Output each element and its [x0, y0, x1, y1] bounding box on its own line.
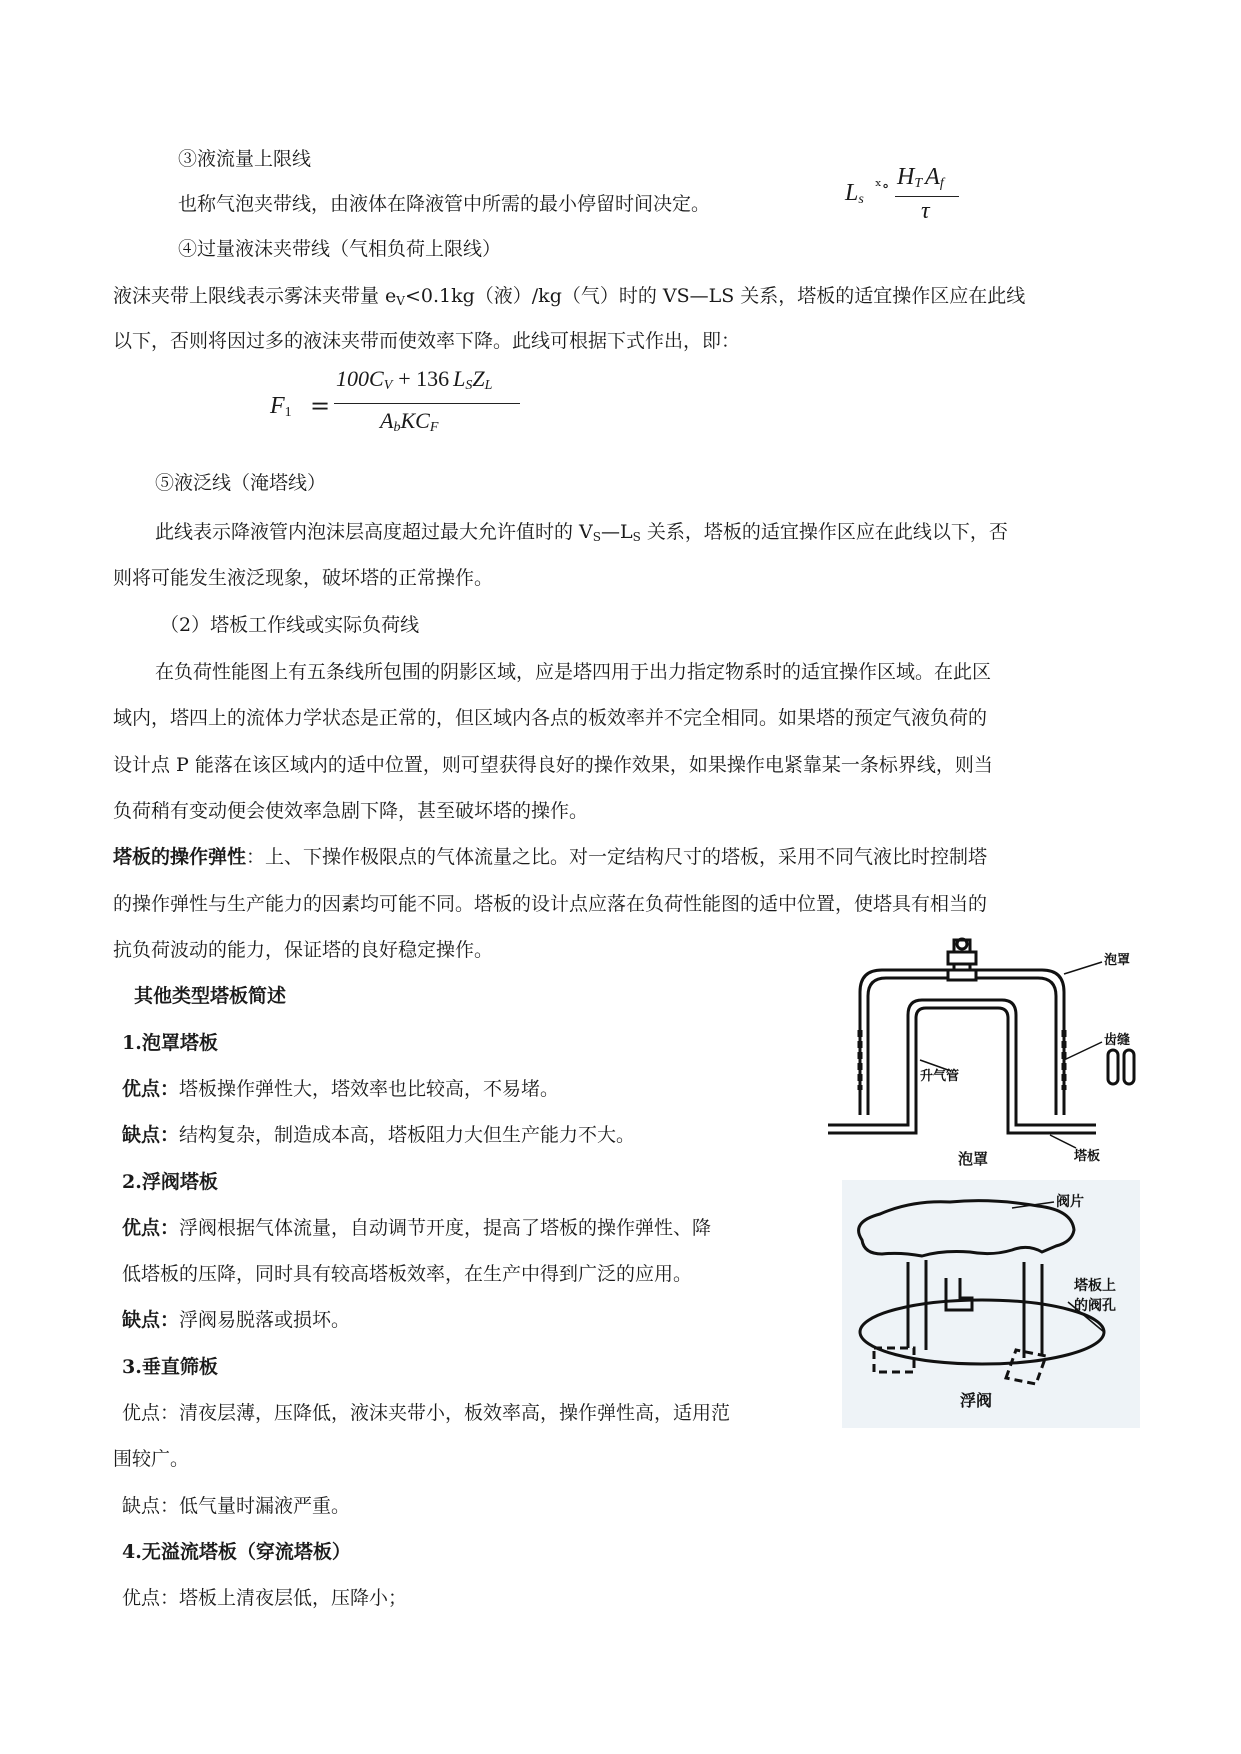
- formula-num-1-sub: V: [383, 378, 393, 393]
- valve-pro2: 低塔板的压降，同时具有较高塔板效率，在生产中得到广泛的应用。: [122, 1263, 693, 1285]
- float-valve-figure: [842, 1180, 1140, 1428]
- formula-num-2-sub: S: [465, 378, 473, 393]
- section-load-title: （2）塔板工作线或实际负荷线: [160, 614, 420, 636]
- float-valve-caption: 浮阀: [960, 1391, 993, 1410]
- other-types-title: 其他类型塔板简述: [134, 985, 287, 1007]
- elasticity-line1-text: ：上、下操作极限点的气体流量之比。对一定结构尺寸的塔板，采用不同气液比时控制塔: [246, 846, 988, 868]
- bubble-pro: [122, 1076, 559, 1102]
- section4-line1: [113, 283, 1025, 309]
- noweir-heading: 4.无溢流塔板（穿流塔板）: [122, 1541, 351, 1563]
- valve-pro1-text: 浮阀根据气体流量，自动调节开度，提高了塔板的操作弹性、降: [179, 1217, 712, 1239]
- float-valve-label-hole-2: 的阀孔: [1074, 1298, 1116, 1314]
- formula-f1-var: F: [270, 393, 285, 419]
- section5-line1-b: —L: [601, 521, 633, 543]
- section5-title: ⑤液泛线（淹塔线）: [155, 472, 327, 494]
- float-valve-label-disc: 阀片: [1056, 1194, 1084, 1210]
- bubble-cap-label-slot: 齿缝: [1104, 1033, 1131, 1048]
- vertical-pro2: 围较广。: [113, 1448, 190, 1470]
- formula-af-var: A: [925, 164, 940, 190]
- formula-frac-line: [895, 196, 959, 197]
- bubble-cap-label-riser: 升气管: [920, 1069, 960, 1084]
- formula-ls-var: L: [845, 180, 859, 206]
- float-valve-drawing: [842, 1180, 1140, 1428]
- section5-line1-sub1: S: [592, 530, 601, 544]
- bubble-cap-caption: 泡罩: [958, 1150, 989, 1168]
- formula-den-1-sub: b: [393, 420, 401, 435]
- bubble-cap-drawing: [820, 930, 1160, 1170]
- section-load-line: 设计点 P 能落在该区域内的适中位置，则可望获得良好的操作效果，如果操作电紧靠某一条标界线，则当: [113, 754, 993, 776]
- section5-line1: [155, 519, 1008, 545]
- formula-den-1: A: [380, 408, 394, 433]
- noweir-pro: 优点：塔板上清夜层低，压降小；: [122, 1587, 408, 1609]
- elasticity-line1: [113, 844, 987, 870]
- vertical-con: 缺点：低气量时漏液严重。: [122, 1495, 351, 1517]
- bubble-con-label: 缺点：: [122, 1124, 180, 1146]
- formula-ht-sub: T: [914, 176, 923, 191]
- bubble-pro-label: 优点：: [122, 1078, 180, 1100]
- section-load-line: 在负荷性能图上有五条线所包围的阴影区域，应是塔四用于出力指定物系时的适宜操作区域。在此区: [155, 661, 992, 683]
- formula-num-1: 100C: [336, 366, 384, 391]
- section5-line1-c: 关系，塔板的适宜操作区应在此线以下，否: [640, 521, 1008, 543]
- formula-ls-sub: s: [858, 192, 864, 207]
- section4-line1-b: <0.1kg（液）/kg（气）时的 VS—LS 关系，塔板的适宜操作区应在此线: [404, 285, 1026, 307]
- formula-num-3-sub: L: [484, 378, 493, 393]
- section3-title: ③液流量上限线: [178, 148, 312, 170]
- formula-den-2-sub: F: [429, 420, 439, 435]
- formula-num-3: Z: [472, 366, 485, 391]
- valve-con-text: 浮阀易脱落或损坏。: [179, 1309, 351, 1331]
- section5-line2: 则将可能发生液泛现象，破坏塔的正常操作。: [113, 567, 494, 589]
- formula-equals: =: [310, 392, 331, 420]
- bubble-cap-label-cap: 泡罩: [1104, 953, 1131, 968]
- formula-entrainment: [268, 366, 528, 450]
- formula-ht-var: H: [897, 164, 915, 190]
- elasticity-line2: 的操作弹性与生产能力的因素均可能不同。塔板的设计点应落在负荷性能图的适中位置，使塔具有相当的: [113, 893, 988, 915]
- formula-af-sub: f: [939, 176, 944, 191]
- bubble-cap-label-plate: 塔板: [1074, 1149, 1101, 1164]
- section-load-line: 域内，塔四上的流体力学状态是正常的，但区域内各点的板效率并不完全相同。如果塔的预定气液负荷的: [113, 707, 988, 729]
- vertical-heading: 3.垂直筛板: [122, 1356, 218, 1378]
- formula-frac-line: [334, 403, 520, 404]
- section4-line1-sub: V: [396, 294, 405, 308]
- valve-con: [122, 1307, 350, 1333]
- bubble-cap-figure: [820, 930, 1160, 1170]
- section3-line: 也称气泡夹带线，由液体在降液管中所需的最小停留时间决定。: [178, 193, 711, 215]
- formula-liquid-upper: [845, 164, 965, 228]
- section4-line2: 以下，否则将因过多的液沫夹带而使效率下降。此线可根据下式作出，即：: [113, 330, 741, 352]
- formula-tau: τ: [921, 198, 930, 224]
- formula-approx-symbol: ˣ∘: [875, 176, 890, 195]
- elasticity-label: 塔板的操作弹性: [113, 846, 247, 868]
- formula-num-2: L: [453, 366, 466, 391]
- float-valve-label-hole-1: 塔板上: [1074, 1278, 1116, 1294]
- bubble-con-text: 结构复杂，制造成本高，塔板阻力大但生产能力不大。: [179, 1124, 636, 1146]
- section4-title: ④过量液沫夹带线（气相负荷上限线）: [178, 238, 502, 260]
- bubble-heading: 1.泡罩塔板: [122, 1032, 218, 1054]
- vertical-pro1: 优点：清夜层薄，压降低，液沫夹带小，板效率高，操作弹性高，适用范: [122, 1402, 731, 1424]
- formula-f1-sub: 1: [284, 405, 292, 420]
- elasticity-line3: 抗负荷波动的能力，保证塔的良好稳定操作。: [113, 939, 494, 961]
- formula-den-2: KC: [400, 408, 430, 433]
- valve-pro1: [122, 1215, 711, 1241]
- section5-line1-a: 此线表示降液管内泡沫层高度超过最大允许值时的 V: [155, 521, 593, 543]
- bubble-pro-text: 塔板操作弹性大，塔效率也比较高，不易堵。: [179, 1078, 560, 1100]
- bubble-con: [122, 1122, 635, 1148]
- valve-pro-label: 优点：: [122, 1217, 180, 1239]
- section5-line1-sub2: S: [632, 530, 641, 544]
- section4-line1-a: 液沫夹带上限线表示雾沫夹带量 e: [113, 285, 397, 307]
- formula-num-plus: + 136: [398, 366, 450, 391]
- section-load-line: 负荷稍有变动便会使效率急剧下降，甚至破坏塔的操作。: [113, 800, 589, 822]
- valve-con-label: 缺点：: [122, 1309, 180, 1331]
- valve-heading: 2.浮阀塔板: [122, 1171, 218, 1193]
